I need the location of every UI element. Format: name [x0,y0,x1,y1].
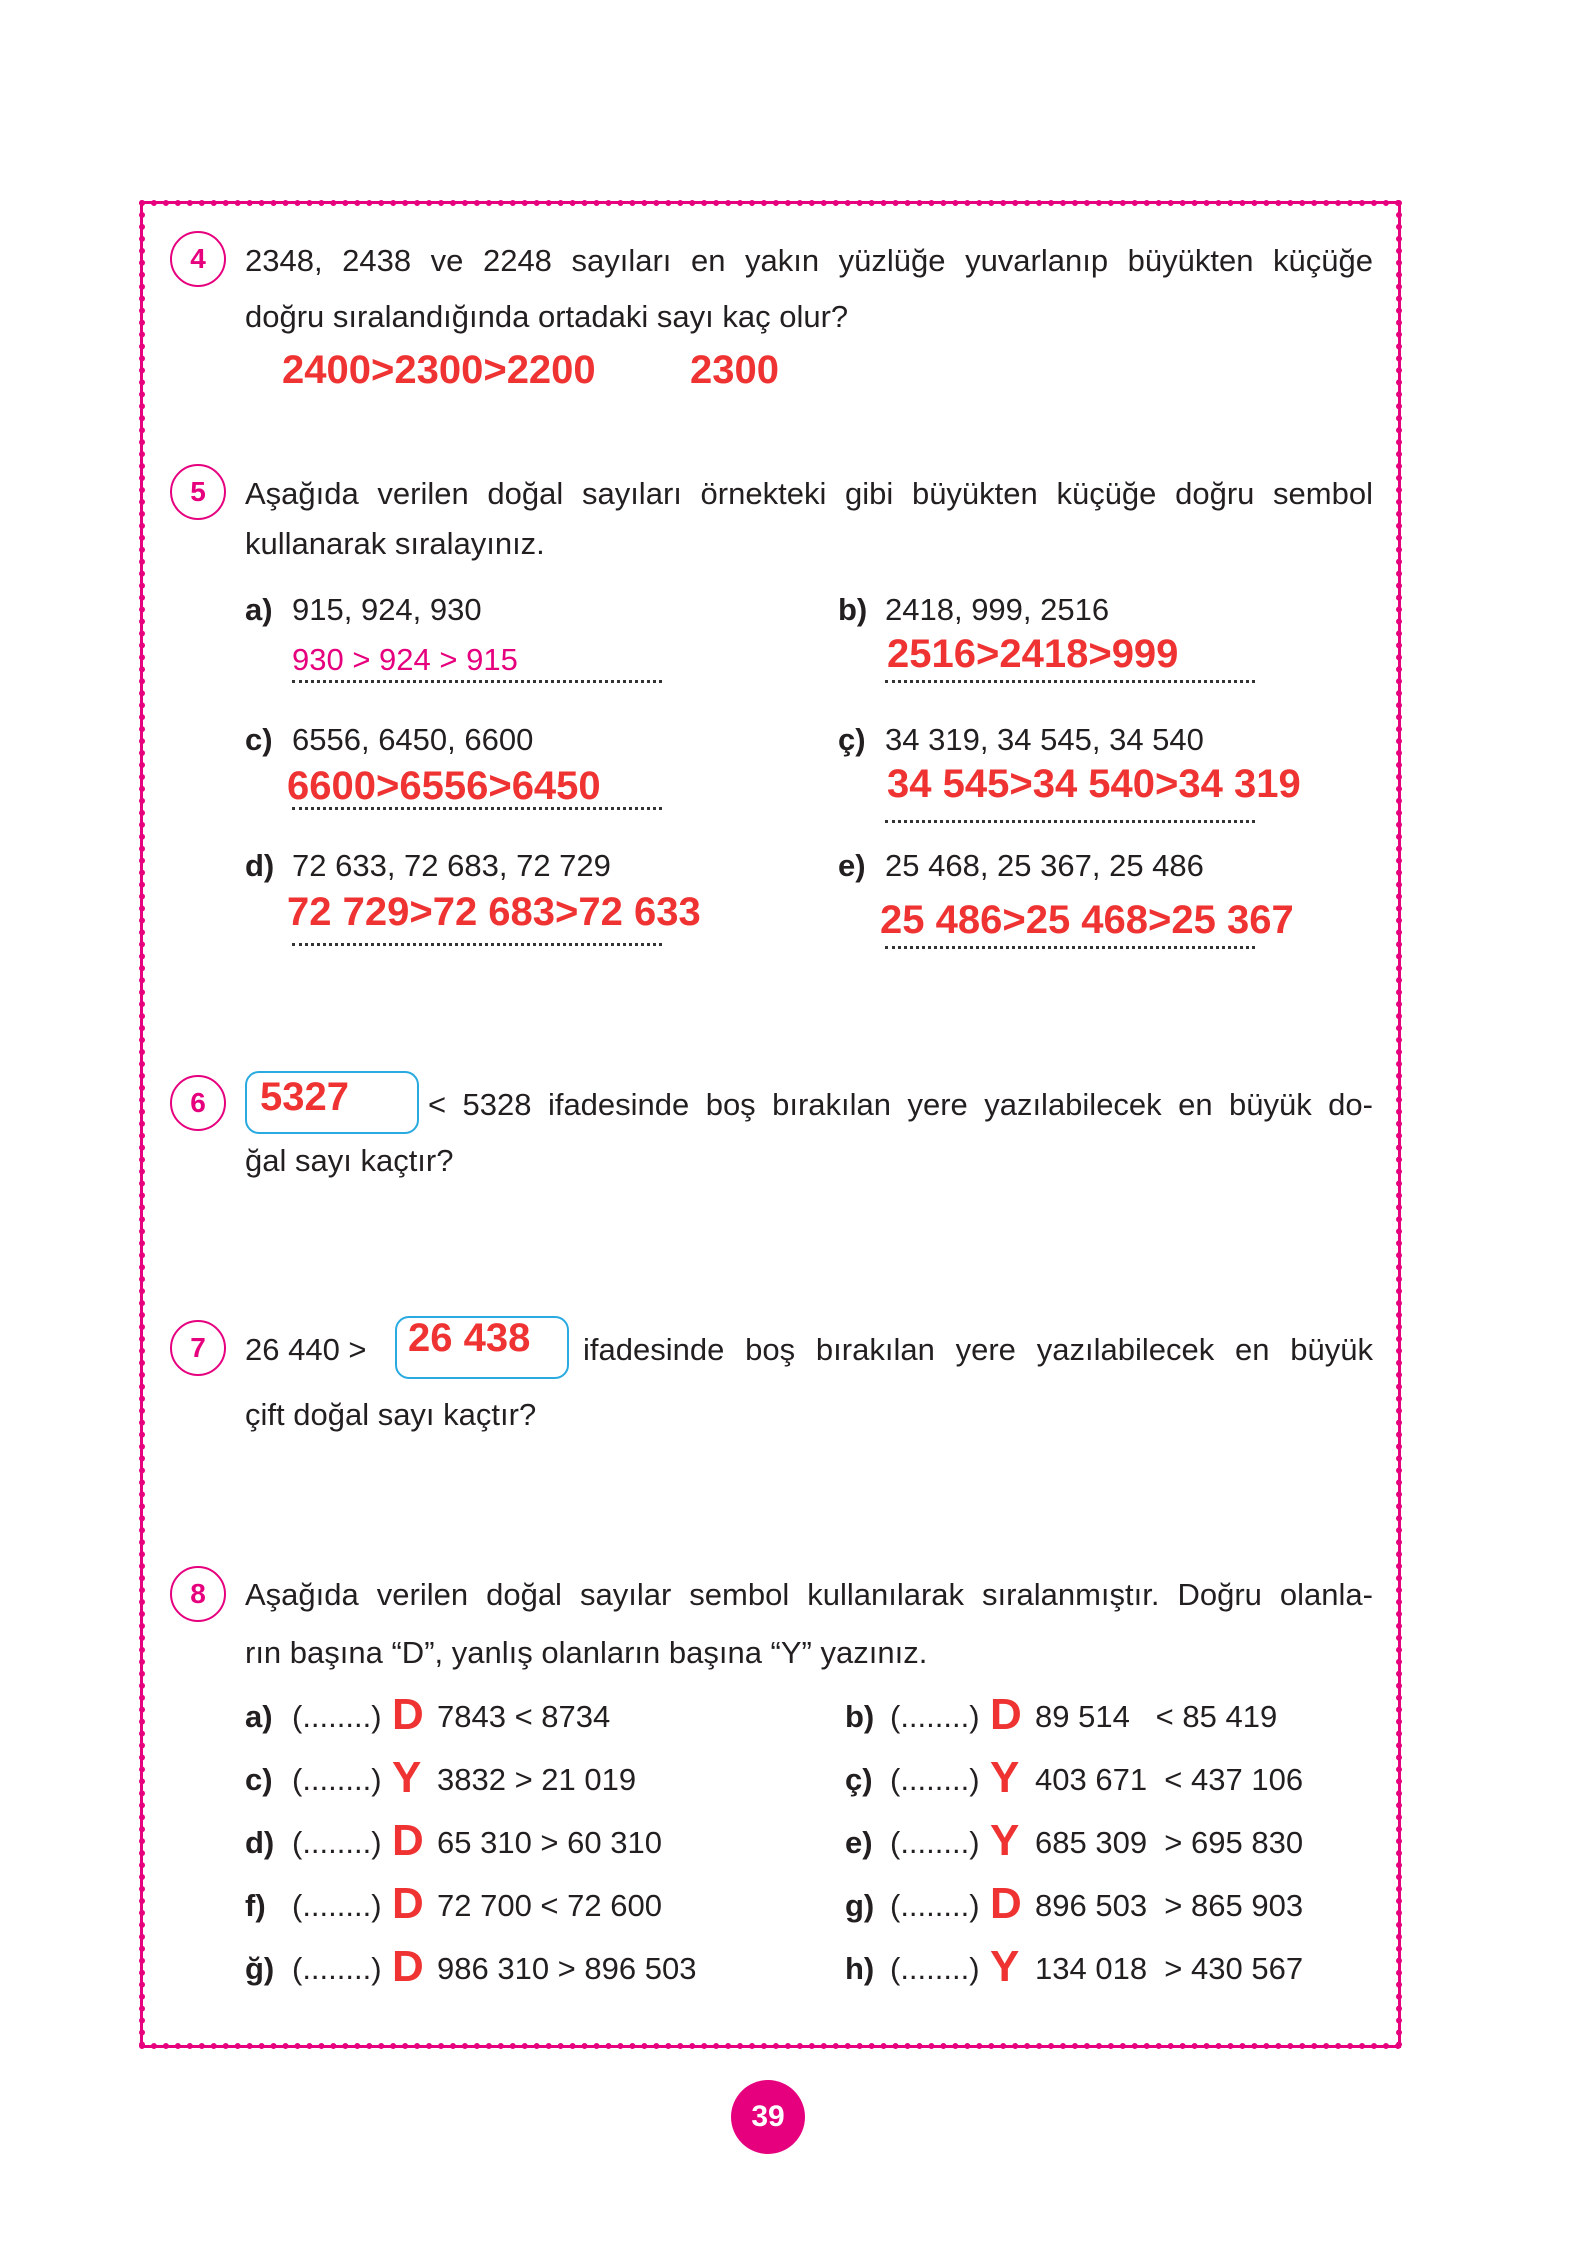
q8-item-answer: Y [990,1816,1020,1865]
q8-item-answer: Y [990,1753,1020,1802]
page-number: 39 [731,2080,805,2154]
q8-answer-blank: (........) [292,1699,382,1734]
q8-answer-blank: (........) [890,1699,980,1734]
q8-item-label: b) [845,1699,875,1734]
q8-answer-blank: (........) [890,1825,980,1860]
q5-item-answer: 72 729>72 683>72 633 [287,890,701,934]
q5-text-line1: Aşağıda verilen doğal sayıları örnekteki gibi büyükten küçüğe doğru sembol [245,476,1373,511]
q5-item-numbers: 2418, 999, 2516 [885,592,1110,627]
q8-answer-blank: (........) [292,1888,382,1923]
q5-item-label: c) [245,722,273,757]
q8-answer-blank: (........) [292,1951,382,1986]
q8-item-expression: 65 310 > 60 310 [437,1825,662,1860]
q5-item-label: a) [245,592,273,627]
q8-answer-blank: (........) [890,1762,980,1797]
q5-item-answer: 34 545>34 540>34 319 [887,762,1301,806]
q4-answer-order: 2400>2300>2200 [282,348,596,392]
q8-item-expression: 896 503 > 865 903 [1035,1888,1304,1923]
q5-item-numbers: 72 633, 72 683, 72 729 [292,848,611,883]
q4-answer: 2300 [690,348,779,392]
q7-text-line2: çift doğal sayı kaçtır? [245,1397,537,1432]
q5-item-label: ç) [838,722,866,757]
q8-item-expression: 403 671 < 437 106 [1035,1762,1304,1797]
q8-item-expression: 134 018 > 430 567 [1035,1951,1304,1986]
q5-text-line2: kullanarak sıralayınız. [245,526,545,561]
question-number-5: 5 [170,464,226,520]
q8-item-label: c) [245,1762,273,1797]
question-number-6: 6 [170,1075,226,1131]
q8-item-answer: D [990,1879,1022,1928]
q8-item-label: a) [245,1699,273,1734]
q8-text-line2: rın başına “D”, yanlış olanların başına “Y” yazınız. [245,1635,928,1670]
q6-text-line1: < 5328 ifadesinde boş bırakılan yere yazılabilecek en büyük do- [428,1087,1373,1122]
q7-text-line1: ifadesinde boş bırakılan yere yazılabilecek en büyük [583,1332,1373,1367]
q5-item-answer: 2516>2418>999 [887,632,1179,676]
q4-text-line1: 2348, 2438 ve 2248 sayıları en yakın yüzlüğe yuvarlanıp büyükten küçüğe [245,243,1373,278]
q8-item-label: h) [845,1951,875,1986]
question-number-7: 7 [170,1320,226,1376]
q5-item-numbers: 915, 924, 930 [292,592,482,627]
q8-answer-blank: (........) [292,1825,382,1860]
q8-answer-blank: (........) [890,1888,980,1923]
q5-item-answer: 930 > 924 > 915 [292,642,518,677]
q5-item-answer: 25 486>25 468>25 367 [880,898,1294,942]
q7-answer: 26 438 [408,1316,531,1360]
q7-prefix: 26 440 > [245,1332,367,1367]
q5-item-label: e) [838,848,866,883]
q8-answer-blank: (........) [890,1951,980,1986]
answer-dotted-line [885,946,1255,949]
q5-item-answer: 6600>6556>6450 [287,764,601,808]
q8-item-answer: D [392,1942,424,1991]
q5-item-numbers: 34 319, 34 545, 34 540 [885,722,1204,757]
q8-item-label: ğ) [245,1951,275,1986]
q8-item-answer: D [392,1879,424,1928]
q5-item-label: d) [245,848,275,883]
q8-answer-blank: (........) [292,1762,382,1797]
q8-item-expression: 3832 > 21 019 [437,1762,637,1797]
q8-item-expression: 7843 < 8734 [437,1699,611,1734]
q8-item-answer: D [392,1816,424,1865]
q8-item-answer: Y [990,1942,1020,1991]
q8-item-answer: D [392,1690,424,1739]
q6-answer: 5327 [260,1075,349,1119]
q5-item-label: b) [838,592,868,627]
q8-item-label: e) [845,1825,873,1860]
answer-dotted-line [885,820,1255,823]
q8-item-label: ç) [845,1762,873,1797]
q8-item-expression: 72 700 < 72 600 [437,1888,662,1923]
q8-item-expression: 89 514 < 85 419 [1035,1699,1278,1734]
q8-item-expression: 685 309 > 695 830 [1035,1825,1304,1860]
q6-text-line2: ğal sayı kaçtır? [245,1143,454,1178]
q8-item-expression: 986 310 > 896 503 [437,1951,697,1986]
answer-dotted-line [292,680,662,683]
q8-item-label: f) [245,1888,266,1923]
q8-text-line1: Aşağıda verilen doğal sayılar sembol kullanılarak sıralanmıştır. Doğru olanla- [245,1577,1373,1612]
q4-text-line2: doğru sıralandığında ortadaki sayı kaç olur? [245,299,849,334]
answer-dotted-line [292,943,662,946]
q5-item-numbers: 6556, 6450, 6600 [292,722,534,757]
q8-item-answer: D [990,1690,1022,1739]
q8-item-answer: Y [392,1753,422,1802]
q8-item-label: d) [245,1825,275,1860]
q5-item-numbers: 25 468, 25 367, 25 486 [885,848,1204,883]
q8-item-label: g) [845,1888,875,1923]
question-number-8: 8 [170,1566,226,1622]
answer-dotted-line [885,680,1255,683]
question-number-4: 4 [170,231,226,287]
